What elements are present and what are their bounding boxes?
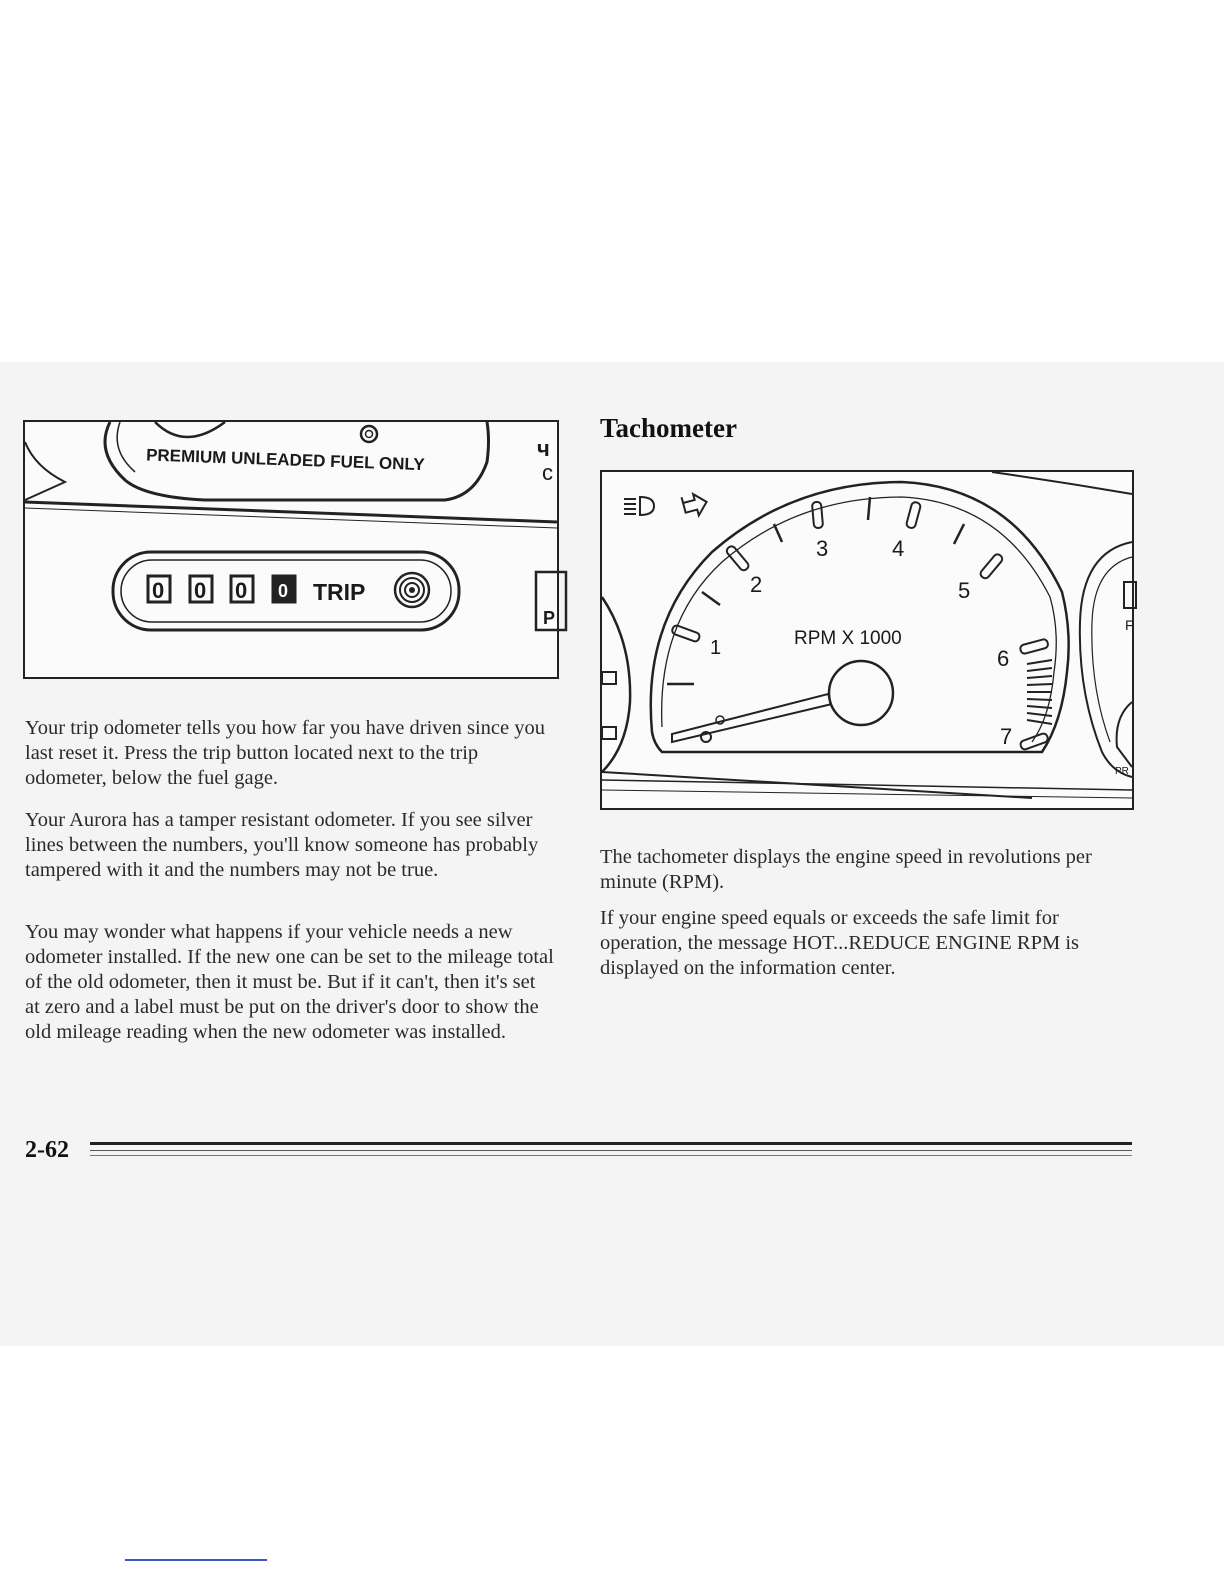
trip-odometer-paragraph: Your trip odometer tells you how far you have driven since you last reset it. Press the trip button located next to the trip odometer, below the fuel gage. bbox=[25, 717, 545, 789]
svg-text:P: P bbox=[543, 608, 556, 628]
headlamp-indicator-icon bbox=[624, 497, 654, 515]
footer-rule bbox=[90, 1155, 1132, 1156]
rpm-scale-label: RPM X 1000 bbox=[794, 628, 902, 649]
link-underline bbox=[125, 1559, 267, 1561]
tachometer-illustration bbox=[600, 470, 1134, 810]
tach-number: 1 bbox=[710, 637, 722, 659]
svg-text:F: F bbox=[1125, 617, 1134, 633]
svg-text:PR: PR bbox=[1115, 766, 1129, 777]
odometer-illustration bbox=[23, 420, 559, 679]
tach-number: 5 bbox=[958, 578, 971, 603]
tach-number: 2 bbox=[750, 572, 763, 597]
trip-label: TRIP bbox=[313, 579, 366, 605]
trip-button-icon bbox=[395, 573, 429, 607]
tach-number: 4 bbox=[892, 536, 905, 561]
tach-number: 6 bbox=[997, 646, 1010, 671]
odometer-digit: 0 bbox=[235, 578, 248, 603]
fuel-label: PREMIUM UNLEADED FUEL ONLY bbox=[145, 445, 425, 475]
tach-number: 7 bbox=[1000, 724, 1013, 749]
safe-limit-paragraph: If your engine speed equals or exceeds the safe limit for operation, the message HOT...REDUCE ENGINE RPM is displayed on the information center. bbox=[600, 907, 1080, 979]
tach-number: 3 bbox=[816, 536, 829, 561]
svg-text:c: c bbox=[542, 460, 553, 485]
tamper-resistant-paragraph: Your Aurora has a tamper resistant odometer. If you see silver lines between the numbers, you'll know someone has probably tampered with it and the numbers may not be true. bbox=[25, 809, 539, 881]
odometer-digit: 0 bbox=[278, 581, 289, 601]
section-heading: Tachometer bbox=[600, 413, 737, 443]
odometer-digit: 0 bbox=[152, 578, 165, 603]
turn-signal-arrow-icon bbox=[682, 491, 710, 518]
svg-text:ч: ч bbox=[537, 436, 550, 461]
footer-rule bbox=[90, 1142, 1132, 1145]
page-number: 2-62 bbox=[25, 1137, 69, 1163]
odometer-replacement-paragraph: You may wonder what happens if your vehicle needs a new odometer installed. If the new one can be set to the mileage total of the old odometer, then it must be. But if it can't, then it's set at zero and a label must be put on the driver's door to show the old mileage reading when the new odometer was installed. bbox=[25, 921, 554, 1043]
tachometer-description-paragraph: The tachometer displays the engine speed in revolutions per minute (RPM). bbox=[600, 846, 1092, 893]
odometer-digit: 0 bbox=[194, 578, 207, 603]
tachometer-needle bbox=[672, 661, 893, 742]
footer-rule bbox=[90, 1150, 1132, 1151]
